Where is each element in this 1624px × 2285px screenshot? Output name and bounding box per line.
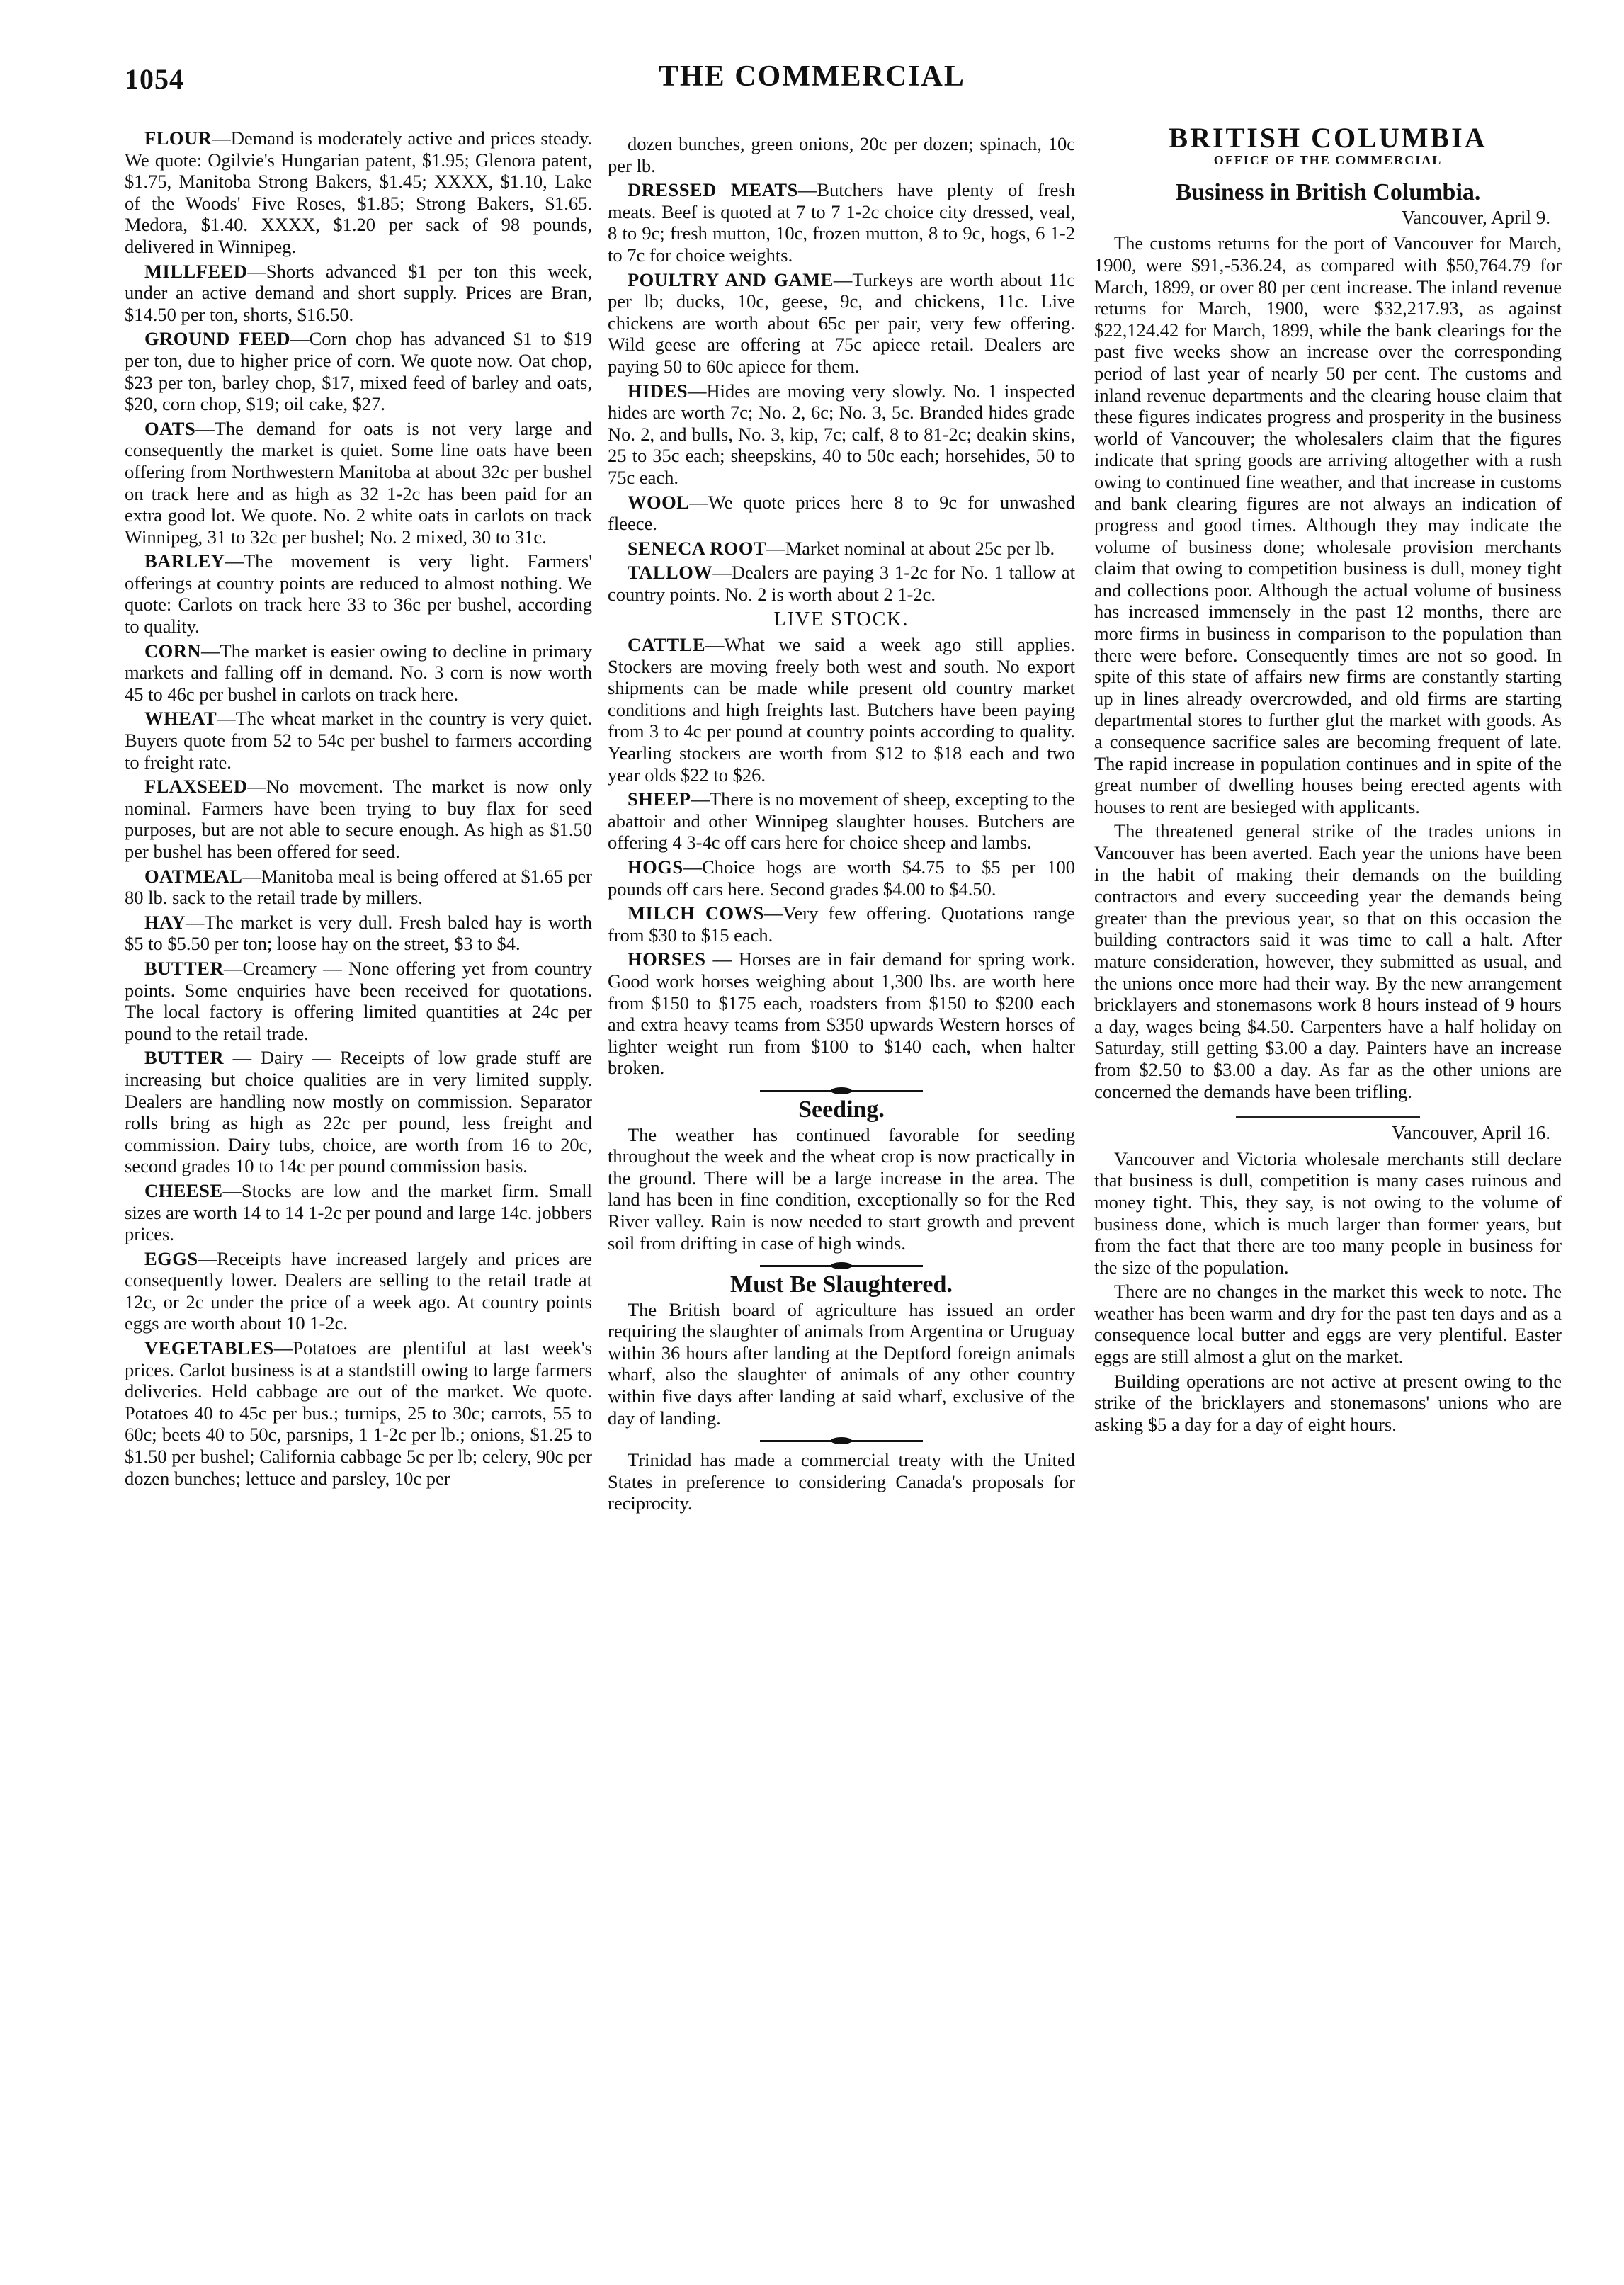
market-paragraph bbox=[125, 866, 592, 909]
paragraph-text: —Market nominal at about 25c per lb. bbox=[766, 537, 1055, 559]
slaughter-heading: Must Be Slaughtered. bbox=[730, 1271, 953, 1298]
column-meats-livestock bbox=[608, 133, 1075, 1517]
paragraph-text: —Potatoes are plentiful at last week's prices. Carlot business is at a standstill owing to large farmers deliveries. Held cabbage are out of the market. We quote. Potatoes 40 to 45c per bus.; turnips, 25 to 30c; carrots, 55 to 60c; beets 40 to 50c, parsnips, 1 1-2c per lb.; onions, $1.25 to $1.50 per bushel; California cabbage 5c per lb; celery, 90c per dozen bunches; lettuce and parsley, 10c per bbox=[125, 1337, 592, 1489]
commodity-keyword: HOGS bbox=[628, 856, 683, 878]
market-paragraph bbox=[125, 127, 592, 258]
paragraph-text: —Turkeys are worth about 11c per lb; ducks, 10c, geese, 9c, and chickens, 11c. Live chickens are worth about 65c per pair, very few offering. Wild geese are offering at 75c apiece retail. Dealers are paying 50 to 60c apiece for them. bbox=[608, 268, 1075, 377]
market-paragraph bbox=[125, 1337, 592, 1489]
commodity-keyword: MILLFEED bbox=[144, 260, 248, 282]
market-paragraph bbox=[608, 902, 1075, 946]
commodity-keyword: EGGS bbox=[144, 1247, 198, 1269]
commodity-keyword: FLOUR bbox=[144, 127, 212, 149]
paragraph-text: —No movement. The market is now only nominal. Farmers have been trying to buy flax for seed purposes, but are not able to secure enough. As high as $1.50 per bushel has been offered for seed. bbox=[125, 776, 592, 862]
ornamental-rule bbox=[760, 1265, 923, 1267]
paragraph-text: —Stocks are low and the market firm. Small sizes are worth 14 to 14 1-2c per pound and large 14c. jobbers prices. bbox=[125, 1179, 592, 1245]
commodity-keyword: OATMEAL bbox=[144, 865, 243, 887]
market-paragraph bbox=[608, 179, 1075, 266]
paragraph-text: —Hides are moving very slowly. No. 1 inspected hides are worth 7c; No. 2, 6c; No. 3, 5c. Branded hides grade No. 2, and bulls, No. 3, kip, 7c; calf, 8 to 81-2c; deakin skins, 25 to 35c each; sheepskins, 40 to 50c each; horsehides, 50 to 75c each. bbox=[608, 380, 1075, 488]
article-paragraph: There are no changes in the market this week to note. The weather has been warm and dry for the past ten days and as a consequence local butter and eggs are very plentiful. Easter eggs are still almost a glut on the market. bbox=[1094, 1281, 1562, 1368]
commodity-keyword: HAY bbox=[144, 911, 186, 933]
market-paragraph bbox=[125, 328, 592, 414]
article-paragraph: Vancouver and Victoria wholesale merchants still declare that business is dull, competition is many cases ruinous and money tight. This, they say, is not owing to the volume of business done, which is much larger than former years, but from the fact that there are too many people in business for the size of the population. bbox=[1094, 1147, 1562, 1278]
paragraph-text: —Shorts advanced $1 per ton this week, under an active demand and short supply. Prices are Bran, $14.50 per ton, shorts, $16.50. bbox=[125, 260, 592, 325]
paragraph-text: —The wheat market in the country is very quiet. Buyers quote from 52 to 54c per bushel to farmers according to freight rate. bbox=[125, 708, 592, 773]
ornamental-rule bbox=[760, 1090, 923, 1092]
paragraph-text: —Butchers have plenty of fresh meats. Beef is quoted at 7 to 7 1-2c choice city dressed, veal, 8 to 9c; fresh mutton, 10c, frozen mutton, 8 to 9c, hogs, 6 1-2 to 7c for choice weights. bbox=[608, 179, 1075, 266]
paragraph-text: —Creamery — None offering yet from country points. Some enquiries have been received for quotations. The local factory is offering limited quantities at 24c per pound to the retail trade. bbox=[125, 957, 592, 1044]
article-body bbox=[1094, 232, 1562, 1102]
commodity-keyword: HIDES bbox=[628, 380, 688, 402]
commodity-keyword: WOOL bbox=[628, 491, 690, 513]
market-paragraph bbox=[125, 958, 592, 1044]
slaughter-article: The British board of agriculture has issued an order requiring the slaughter of animals from Argentina or Uruguay within 36 hours after landing at the Deptford foreign animals wharf, also the slaughter of animals of any other country within five days after landing at said wharf, exclusive of the day of landing. bbox=[608, 1298, 1075, 1429]
commodity-keyword: GROUND FEED bbox=[144, 328, 291, 350]
market-paragraph bbox=[608, 562, 1075, 605]
market-paragraph bbox=[125, 1180, 592, 1245]
dateline: Vancouver, April 9. bbox=[1401, 206, 1550, 228]
commodity-keyword: TALLOW bbox=[628, 562, 713, 584]
paragraph-text: —Corn chop has advanced $1 to $19 per ton, due to higher price of corn. We quote now. Oat chop, $23 per ton, barley chop, $17, mixed feed of barley and oats, $20, corn chop, $19; oil cake, $27. bbox=[125, 328, 593, 415]
paragraph-text: —The market is very dull. Fresh baled hay is worth $5 to $5.50 per ton; loose hay on the street, $3 to $4. bbox=[125, 911, 592, 955]
trinidad-article: Trinidad has made a commercial treaty with the United States in preference to considering Canada's proposals for reciprocity. bbox=[608, 1449, 1075, 1514]
market-paragraph bbox=[608, 788, 1075, 854]
divider bbox=[1236, 1116, 1420, 1118]
market-paragraph bbox=[125, 708, 592, 773]
market-paragraph bbox=[125, 776, 592, 862]
commodity-keyword: MILCH COWS bbox=[628, 902, 764, 924]
market-paragraph bbox=[125, 550, 592, 637]
market-paragraph bbox=[608, 538, 1075, 560]
livestock-paragraphs bbox=[608, 634, 1075, 1079]
commodity-keyword: BUTTER bbox=[144, 957, 224, 979]
paragraph-text: —Demand is moderately active and prices steady. We quote: Ogilvie's Hungarian patent, $1.95; Glenora patent, $1.75, Manitoba Strong Bakers, $1.45; XXXX, $1.10, Lake of the Woods' Five Roses, $1.85; Strong Bakers, $1.65. Medora, $1.40. XXXX, $1.20 per sack of 98 pounds, delivered in Winnipeg. bbox=[125, 127, 592, 257]
article-paragraph: Building operations are not active at present owing to the strike of the bricklayers and stonemasons' unions who are asking $5 a day for a day of eight hours. bbox=[1094, 1370, 1562, 1435]
market-paragraph bbox=[608, 856, 1075, 900]
market-paragraphs bbox=[608, 133, 1075, 605]
commodity-keyword: HORSES bbox=[628, 948, 706, 970]
seeding-heading: Seeding. bbox=[798, 1096, 885, 1123]
commodity-keyword: SHEEP bbox=[628, 788, 691, 810]
commodity-keyword: CHEESE bbox=[144, 1179, 223, 1201]
commodity-keyword: WHEAT bbox=[144, 708, 217, 730]
paragraph-text: — Dairy — Receipts of low grade stuff are increasing but choice qualities are in very limited supply. Dealers are handling now mostly on commission. Separator rolls bring as high as 22c per pound, less freight and commission. Dairy tubs, choice, are worth from 16 to 20c, second grades 10 to 14c per pound commission basis. bbox=[125, 1047, 592, 1177]
article-body bbox=[1094, 1148, 1562, 1436]
article-heading: Business in British Columbia. bbox=[1175, 179, 1481, 206]
commodity-keyword: BUTTER bbox=[144, 1047, 224, 1069]
market-paragraph bbox=[608, 269, 1075, 378]
commodity-keyword: SENECA ROOT bbox=[628, 537, 767, 559]
market-paragraph bbox=[125, 1047, 592, 1177]
section-office-line: OFFICE OF THE COMMERCIAL bbox=[1213, 152, 1443, 167]
commodity-keyword: BARLEY bbox=[144, 550, 225, 572]
commodity-keyword: CORN bbox=[144, 640, 202, 662]
commodity-keyword: DRESSED MEATS bbox=[628, 179, 798, 201]
article-paragraph: The threatened general strike of the trades unions in Vancouver has been averted. Each year the unions have been in the habit of making their demands on the building contractors and every succeeding year the demands being greater than the previous year, so that on this occasion the building contractors said it was time to call a halt. After mature consideration, however, they submitted as usual, and the unions once more had their way. By the new arrangement bricklayers and stonemasons work 8 hours instead of 9 hours a day, wages being $4.50. Carpenters have a half holiday on Saturday, still getting $3.00 a day. Painters have an increase from $2.50 to $3.00 a day. As far as the other unions are concerned the demands have been trifling. bbox=[1094, 820, 1562, 1102]
paragraph-text: — Horses are in fair demand for spring work. Good work horses weighing about 1,300 lbs. are worth here from $150 to $175 each, roadsters from $150 to $200 each and extra heavy teams from $350 upwards Western horses of lighter weight run from $100 to $140 each, when halter broken. bbox=[608, 948, 1075, 1079]
paragraph-text: —Choice hogs are worth $4.75 to $5 per 100 pounds off cars here. Second grades $4.00 to $4.50. bbox=[608, 856, 1075, 900]
paragraph-text: —Dealers are paying 3 1-2c for No. 1 tallow at country points. No. 2 is worth about 2 1-2c. bbox=[608, 562, 1075, 605]
market-paragraph bbox=[125, 1248, 592, 1334]
page-number: 1054 bbox=[125, 63, 184, 95]
commodity-keyword: OATS bbox=[144, 417, 196, 439]
paragraph-text: —We quote prices here 8 to 9c for unwashed fleece. bbox=[608, 491, 1075, 535]
market-paragraph bbox=[125, 418, 592, 548]
seeding-article: The weather has continued favorable for seeding throughout the week and the wheat crop is now practically in the ground. There will be a large increase in the area. The land has been in fine condition, exceptionally so for the Red River valley. Rain is now needed to start growth and prevent soil from drifting in case of high winds. bbox=[608, 1123, 1075, 1254]
section-title: BRITISH COLUMBIA bbox=[1169, 122, 1487, 154]
paragraph-text: —What we said a week ago still applies. Stockers are moving freely both west and south. No export shipments can be made while present old country market conditions and high freights last. Butchers have been paying from 3 to 4c per pound at country points according to quality. Yearling stockers are worth from $12 to $18 each and two year olds $22 to $26. bbox=[608, 634, 1075, 786]
market-paragraph bbox=[125, 912, 592, 955]
market-paragraph bbox=[608, 133, 1075, 176]
commodity-keyword: FLAXSEED bbox=[144, 776, 248, 798]
paragraph-text: —Very few offering. Quotations range from $30 to $15 each. bbox=[608, 902, 1075, 946]
paragraph-text: —The market is easier owing to decline in primary markets and falling off in demand. No. 3 corn is now worth 45 to 46c per bushel in carlots on track here. bbox=[125, 640, 592, 705]
market-paragraph bbox=[608, 634, 1075, 786]
commodity-keyword: POULTRY AND GAME bbox=[628, 268, 834, 290]
dateline: Vancouver, April 16. bbox=[1392, 1122, 1550, 1144]
paragraph-text: —Receipts have increased largely and prices are consequently lower. Dealers are selling to the retail trade at 12c, or 2c under the price of a week ago. At country points eggs are worth about 10 1-2c. bbox=[125, 1247, 592, 1334]
market-paragraph bbox=[125, 640, 592, 705]
paragraph-text: —There is no movement of sheep, excepting to the abattoir and other Winnipeg slaughter houses. Butchers are offering 4 3-4c off cars here for choice sheep and lambs. bbox=[608, 788, 1075, 854]
market-paragraph bbox=[608, 948, 1075, 1079]
ornamental-rule bbox=[760, 1440, 923, 1442]
market-paragraph bbox=[608, 380, 1075, 489]
masthead-title: THE COMMERCIAL bbox=[659, 60, 965, 93]
column-british-columbia bbox=[1094, 122, 1562, 1438]
commodity-keyword: CATTLE bbox=[628, 634, 706, 656]
article-paragraph: The customs returns for the port of Vancouver for March, 1900, were $91,-536.24, as compared with $50,764.79 for March, 1899, or over 80 per cent increase. The inland revenue returns for March, 1900, were $32,217.93, as against $22,124.42 for March, 1899, while the bank clearings for the past five weeks show an increase over the corresponding period of last year of nearly 50 per cent. The customs and inland revenue departments and the clearing house claim that these figures indicates progress and prosperity in the business world of Vancouver; the wholesalers claim that the figures indicate that spring goods are arriving altogether with a rush owing to continued fine weather, and that increase in customs and bank clearing figures are not always an indication of progress and good times. Although they may indicate the volume of business done; wholesale provision merchants claim that owing to competition business is dull, money tight and collections poor. Although the actual volume of business has increased immensely in the past 12 months, there are more firms in business in comparison to the population than there were before. Consequently times are not so good. In spite of this state of affairs new firms are constantly starting up in lines already overcrowded, and old firms are starting departmental stores to further glut the market with goods. As a consequence sacrifice sales are becoming frequent of late. The rapid increase in population continues and in spite of the great number of dwelling houses being erected agents with houses to rent are besieged with applicants. bbox=[1094, 232, 1562, 817]
paragraph-text: —Manitoba meal is being offered at $1.65 per 80 lb. sack to the retail trade by millers. bbox=[125, 865, 592, 909]
column-market-reports bbox=[125, 127, 592, 1492]
paragraph-text: —The movement is very light. Farmers' offerings at country points are reduced to almost nothing. We quote: Carlots on track here 33 to 36c per bushel, according to quality. bbox=[125, 550, 592, 637]
market-paragraph bbox=[125, 261, 592, 326]
live-stock-heading: LIVE STOCK. bbox=[773, 608, 909, 631]
market-paragraph bbox=[608, 492, 1075, 535]
paragraph-text: —The demand for oats is not very large and consequently the market is quiet. Some line oats have been offering from Northwestern Manitoba at about 32c per bushel on track here and as high as 32 1-2c has been paid for an extra good lot. We quote. No. 2 white oats in carlots on track Winnipeg, 31 to 32c per bushel; No. 2 mixed, 30 to 31c. bbox=[125, 417, 592, 548]
commodity-keyword: VEGETABLES bbox=[144, 1337, 274, 1359]
paragraph-text: dozen bunches, green onions, 20c per dozen; spinach, 10c per lb. bbox=[608, 133, 1075, 176]
